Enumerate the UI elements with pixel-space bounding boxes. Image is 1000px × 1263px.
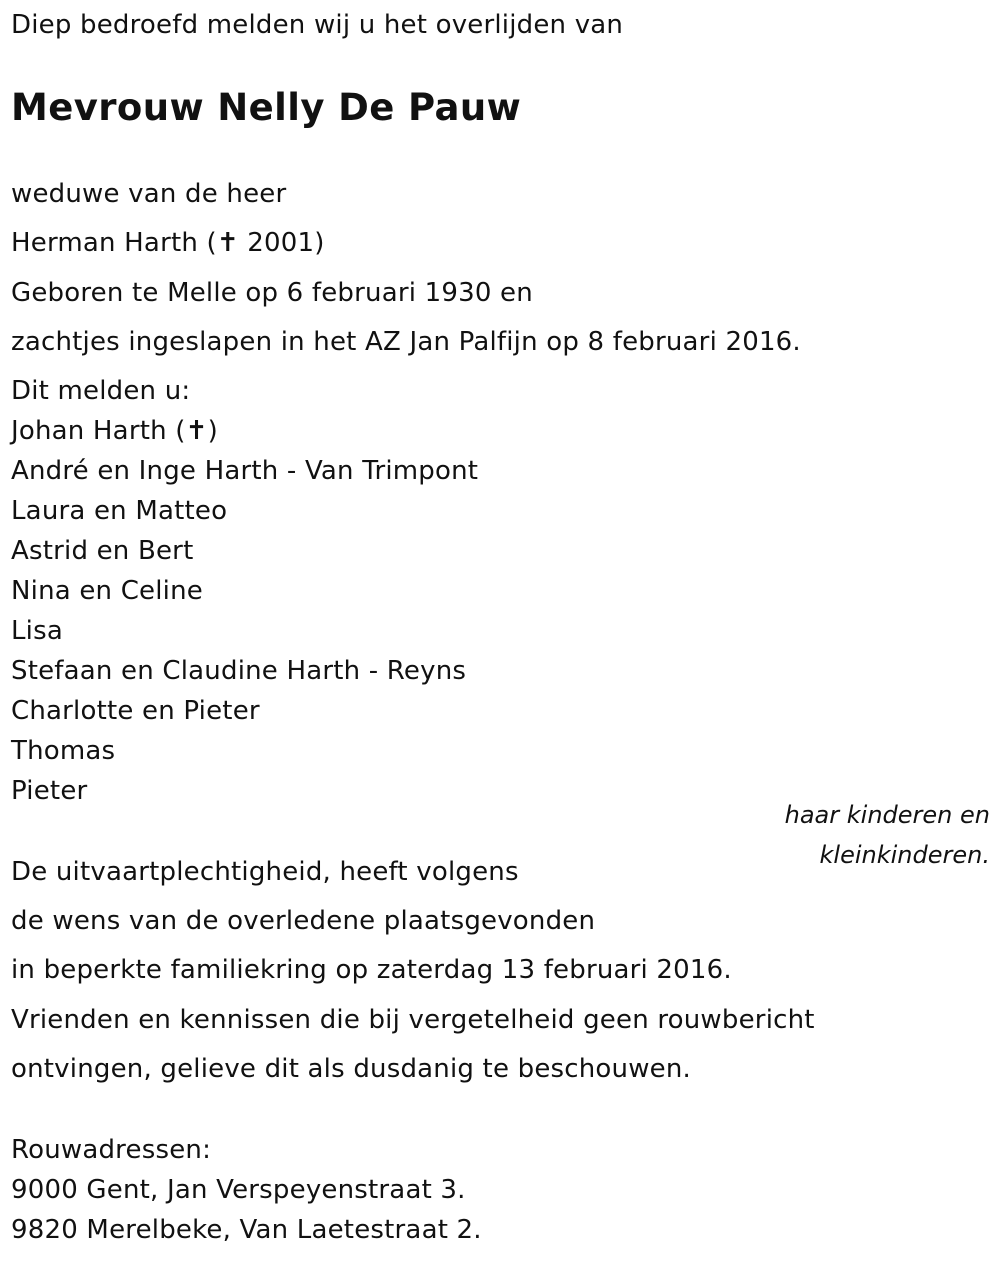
family-heading: Dit melden u:	[11, 376, 191, 406]
funeral-line: De uitvaartplechtigheid, heeft volgens	[11, 857, 519, 887]
intro-text: Diep bedroefd melden wij u het overlijden van	[11, 10, 624, 40]
funeral-line: de wens van de overledene plaatsgevonden	[11, 906, 596, 936]
husband-text: Herman Harth (✝ 2001)	[11, 228, 325, 258]
family-member: Laura en Matteo	[11, 496, 228, 526]
death-text: zachtjes ingeslapen in het AZ Jan Palfijn op 8 februari 2016.	[11, 327, 801, 357]
family-note-line2: kleinkinderen.	[819, 841, 990, 869]
funeral-line: Vrienden en kennissen die bij vergetelheid geen rouwbericht	[11, 1005, 815, 1035]
family-member: Stefaan en Claudine Harth - Reyns	[11, 656, 467, 686]
addresses-heading: Rouwadressen:	[11, 1135, 212, 1165]
address-item: 9000 Gent, Jan Verspeyenstraat 3.	[11, 1175, 466, 1205]
family-member: Thomas	[11, 736, 116, 766]
address-item: 9820 Merelbeke, Van Laetestraat 2.	[11, 1215, 482, 1245]
family-member: Nina en Celine	[11, 576, 203, 606]
family-member: Johan Harth (✝)	[11, 416, 218, 446]
family-member: Charlotte en Pieter	[11, 696, 260, 726]
family-member: André en Inge Harth - Van Trimpont	[11, 456, 479, 486]
funeral-line: ontvingen, gelieve dit als dusdanig te beschouwen.	[11, 1054, 692, 1084]
widow-of-text: weduwe van de heer	[11, 179, 287, 209]
family-member: Lisa	[11, 616, 63, 646]
family-member: Pieter	[11, 776, 88, 806]
birth-text: Geboren te Melle op 6 februari 1930 en	[11, 278, 533, 308]
deceased-name: Mevrouw Nelly De Pauw	[11, 86, 522, 129]
funeral-line: in beperkte familiekring op zaterdag 13 februari 2016.	[11, 955, 732, 985]
family-member: Astrid en Bert	[11, 536, 194, 566]
family-note-line1: haar kinderen en	[784, 801, 990, 829]
